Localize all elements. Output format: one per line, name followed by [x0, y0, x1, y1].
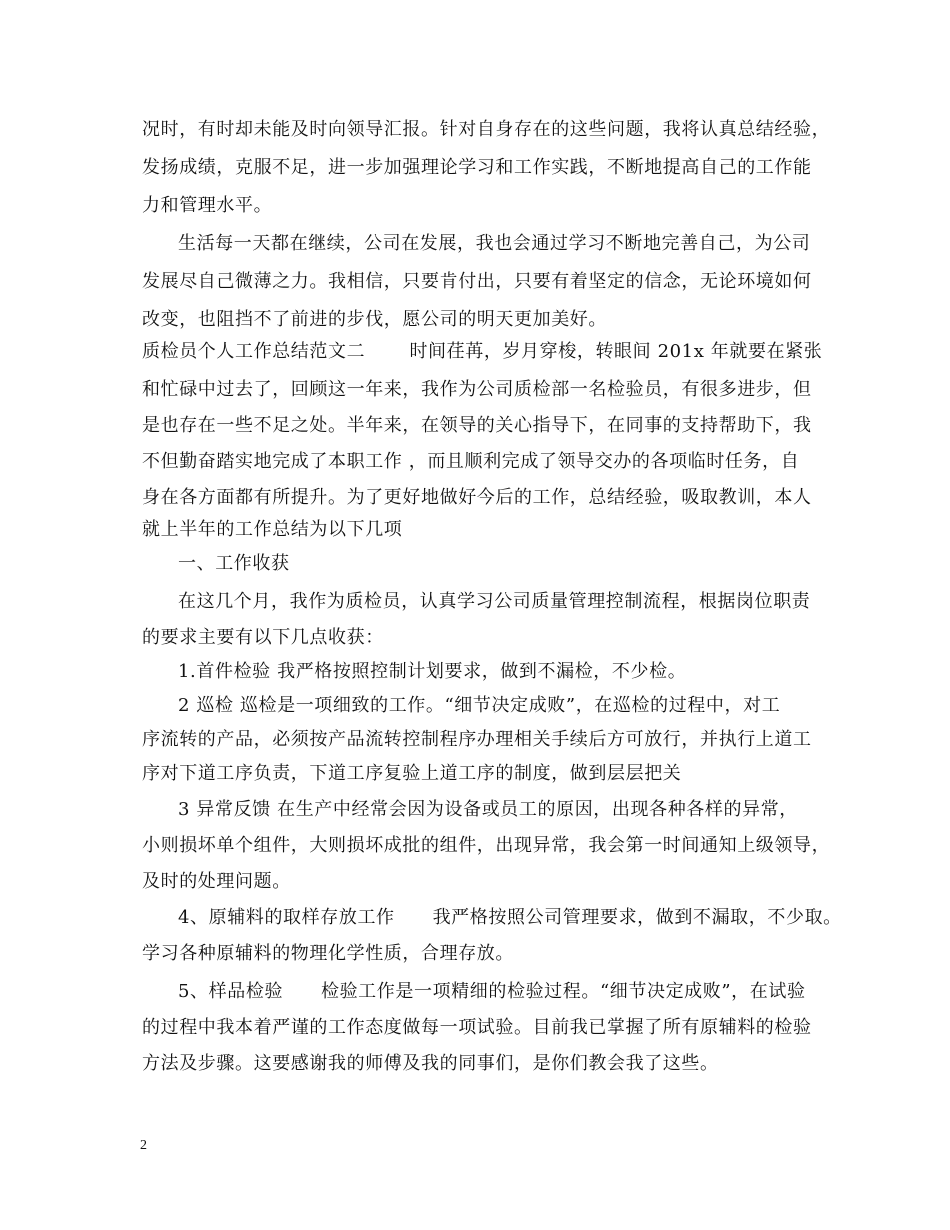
heading-line: 一、工作收获 — [178, 553, 290, 574]
list-item-line: 5、样品检验 检验工作是一项精细的检验过程。“细节决定成败”，在试验 — [178, 981, 806, 1002]
body-text-line: 和忙碌中过去了，回顾这一年来，我作为公司质检部一名检验员，有很多进步，但 — [142, 379, 812, 400]
body-text-line: 是也存在一些不足之处。半年来，在领导的关心指导下，在同事的支持帮助下，我 — [142, 415, 812, 436]
body-text-line: 方法及步骤。这要感谢我的师傅及我的同事们，是你们教会我了这些。 — [142, 1053, 719, 1074]
body-text-line: 生活每一天都在继续，公司在发展，我也会通过学习不断地完善自己，为公司 — [178, 233, 811, 254]
list-item-line: 3 异常反馈 在生产中经常会因为设备或员工的原因，出现各种各样的异常， — [178, 799, 798, 820]
body-text-line: 学习各种原辅料的物理化学性质，合理存放。 — [142, 943, 514, 964]
list-item-line: 2 巡检 巡检是一项细致的工作。“细节决定成败”，在巡检的过程中，对工 — [178, 695, 781, 716]
body-text-line: 改变，也阻挡不了前进的步伐，愿公司的明天更加美好。 — [142, 309, 607, 330]
body-text-line: 力和管理水平。 — [142, 195, 273, 216]
body-text-line: 序流转的产品，必须按产品流转控制程序办理相关手续后方可放行，并执行上道工 — [142, 729, 812, 750]
body-text-line: 身在各方面都有所提升。为了更好地做好今后的工作，总结经验，吸取教训，本人 — [142, 487, 812, 508]
section-title-line: 质检员个人工作总结范文二 时间荏苒，岁月穿梭，转眼间 201x 年就要在紧张 — [142, 341, 823, 362]
body-text-line: 序对下道工序负责，下道工序复验上道工序的制度，做到层层把关 — [142, 763, 682, 784]
list-item-line: 4、原辅料的取样存放工作 我严格按照公司管理要求，做到不漏取，不少取。 — [178, 907, 842, 928]
body-text-line: 就上半年的工作总结为以下几项 — [142, 519, 403, 540]
body-text-line: 及时的处理问题。 — [142, 871, 291, 892]
body-text-line: 在这几个月，我作为质检员，认真学习公司质量管理控制流程，根据岗位职责 — [178, 591, 811, 612]
body-text-line: 发展尽自己微薄之力。我相信，只要肯付出，只要有着坚定的信念，无论环境如何 — [142, 271, 812, 292]
body-text-line: 的过程中我本着严谨的工作态度做每一项试验。目前我已掌握了所有原辅料的检验 — [142, 1017, 812, 1038]
body-text-line: 的要求主要有以下几点收获： — [142, 627, 384, 648]
body-text-line: 发扬成绩，克服不足，进一步加强理论学习和工作实践，不断地提高自己的工作能 — [142, 157, 812, 178]
body-text-line: 况时，有时却未能及时向领导汇报。针对自身存在的这些问题，我将认真总结经验， — [142, 119, 831, 140]
body-text-line: 小则损坏单个组件，大则损坏成批的组件，出现异常，我会第一时间通知上级领导， — [142, 835, 831, 856]
page-number: 2 — [140, 1138, 147, 1153]
list-item-line: 1.首件检验 我严格按照控制计划要求，做到不漏检，不少检。 — [178, 661, 687, 682]
body-text-line: 不但勤奋踏实地完成了本职工作 ，而且顺利完成了领导交办的各项临时任务，自 — [142, 451, 800, 472]
